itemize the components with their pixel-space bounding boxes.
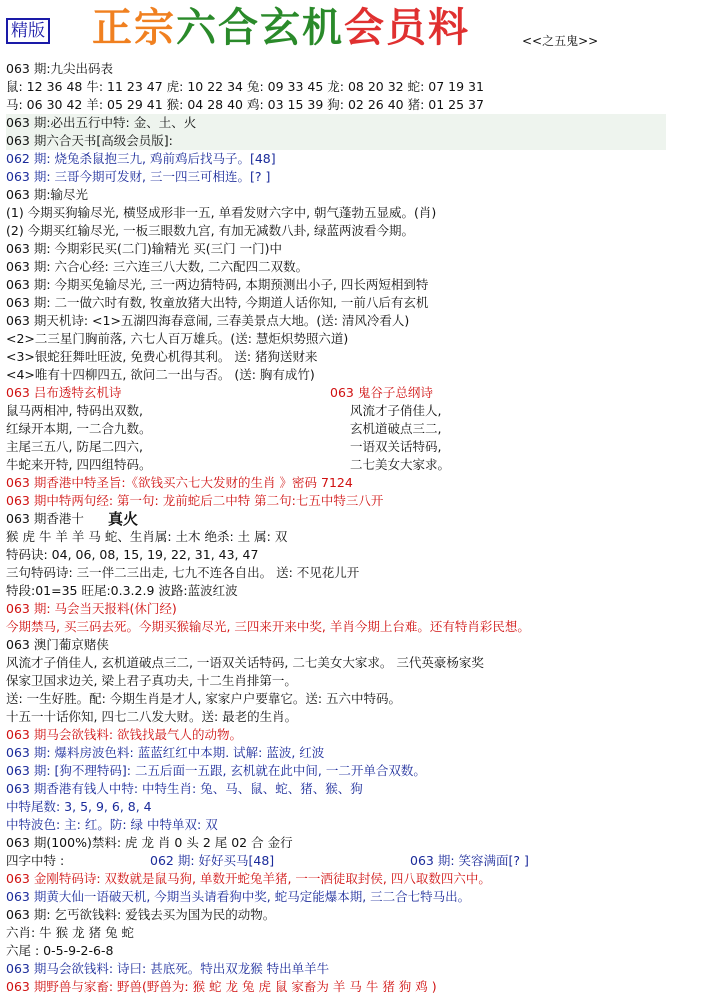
title-char: 正: [92, 4, 134, 51]
page-title: [92, 2, 470, 54]
left-poem-title: 063 吕布透特玄机诗: [6, 385, 122, 400]
overlay-text: 真火: [108, 510, 139, 528]
content-line: 送: 一生好胜。配: 今期生肖是才人, 家家户户要靠它。送: 五六中特码。: [6, 691, 402, 706]
content-line: <3>银蛇狂舞吐旺波, 免费心机得其利。 送: 猪狗送财来: [6, 349, 318, 364]
content-line: 特段:01=35 旺尾:0.3.2.9 波路:蓝波红波: [6, 583, 238, 598]
content-line: 063 期香港有钱人中特: 中特生肖: 兔、马、鼠、蛇、猪、猴、狗: [6, 781, 363, 796]
content-line: 今期禁马, 买三码去死。今期买猴输尽光, 三四来开来中奖, 羊肖今期上台难。还有特肖彩民想。: [6, 619, 530, 634]
content-line: 063 期: 今期彩民买(二门)输精光 买(三门 一门)中: [6, 241, 282, 256]
content-line: 红绿开本期, 一二合九数。: [6, 421, 152, 436]
content-line: 063 期六合天书[高级会员版]:: [6, 132, 666, 150]
content-line: 063 期马会欲钱料: 欲钱找最气人的动物。: [6, 727, 243, 742]
four-char-label: 四字中特 :: [6, 853, 65, 868]
content-line: 牛蛇来开特, 四四组特码。: [6, 457, 152, 472]
content-line: 中特波色: 主: 红。防: 绿 中特单双: 双: [6, 817, 218, 832]
content-line: 063 期:必出五行中特: 金、土、火: [6, 114, 666, 132]
four-char-right: 063 期: 笑容满面[? ]: [410, 853, 529, 868]
content-line: (1) 今期买狗输尽光, 横竖成形非一五, 单看发财六字中, 朝气蓬勃五显威。(肖): [6, 205, 437, 220]
right-poem-line: 二七美女大家求。: [350, 457, 451, 472]
title-char: 合: [218, 4, 260, 51]
content-line: <2>二三星门胸前落, 六七人百万雄兵。(送: 慧炬炽势照六道): [6, 331, 349, 346]
title-char: 玄: [260, 4, 302, 51]
content-line: 063 期:九尖出码表: [6, 61, 114, 76]
content-line: 保家卫国求边关, 梁上君子真功夫, 十二生肖排第一。: [6, 673, 297, 688]
title-char: 员: [386, 4, 428, 51]
right-poem-line: 风流才子俏佳人,: [350, 403, 442, 418]
content-line: 063 期中特两句经: 第一句: 龙前蛇后二中特 第二句:七五中特三八开: [6, 493, 384, 508]
right-poem-line: 一语双关话特码,: [350, 439, 442, 454]
right-poem-title: 063 鬼谷子总纲诗: [330, 385, 433, 400]
content-line: 三句特码诗: 三一伴二三出走, 七九不连各自出。 送: 不见花儿开: [6, 565, 360, 580]
content-line: 063 澳门葡京赌侠: [6, 637, 109, 652]
title-char: 宗: [134, 4, 176, 51]
content-line: 062 期: 烧兔杀鼠抱三九, 鸡前鸡后找马子。[48]: [6, 151, 276, 166]
content-line: 中特尾数: 3, 5, 9, 6, 8, 4: [6, 799, 152, 814]
content-line: 063 金刚特码诗: 双数就是鼠马狗, 单数开蛇兔羊猪, 一一洒徒取封侯, 四八取数四六中。: [6, 871, 491, 886]
content-line: 063 期: 乞丐欲钱料: 爱钱去买为国为民的动物。: [6, 907, 276, 922]
content-line: 063 期: 六合心经: 三六连三八大数, 二六配四二双数。: [6, 259, 309, 274]
content-line: 鼠马两相冲, 特码出双数,: [6, 403, 143, 418]
right-poem-line: 玄机道破点三二,: [350, 421, 442, 436]
content-line: 063 期: [狗不理特码]: 二五后面一五跟, 玄机就在此中间, 一二开单合双数。: [6, 763, 426, 778]
content-line: 063 期: 二一做六时有数, 牧童放猪大出特, 今期道人话你知, 一前八后有玄机: [6, 295, 429, 310]
content-line: 鼠: 12 36 48 牛: 11 23 47 虎: 10 22 34 兔: 09 33 45 龙: 08 20 32 蛇: 07 19 31: [6, 79, 484, 94]
title-char: 料: [428, 4, 470, 51]
content-line: (2) 今期买红输尽光, 一板三眼数九宫, 有加无减数八卦, 绿蓝两波看今期。: [6, 223, 415, 238]
content-line: 063 期:输尽光: [6, 187, 89, 202]
title-char: 会: [344, 4, 386, 51]
content-line: 063 期: 马会当天报料(休门经): [6, 601, 177, 616]
page-subtitle: <<之五鬼>>: [522, 34, 599, 48]
content-line: 六尾 : 0-5-9-2-6-8: [6, 943, 114, 958]
content-line: 063 期: 今期买兔输尽光, 三一两边猜特码, 本期预测出小子, 四长两短相到特: [6, 277, 429, 292]
content-line: 063 期马会欲钱料: 诗曰: 甚底死。特出双龙猴 特出单羊牛: [6, 961, 330, 976]
content-line: 十五一十话你知, 四七二八发大财。送: 最老的生肖。: [6, 709, 298, 724]
title-char: 六: [176, 4, 218, 51]
title-char: 机: [302, 4, 344, 51]
content-line: 063 期野兽与家畜: 野兽(野兽为: 猴 蛇 龙 兔 虎 鼠 家畜为 羊 马 牛 猪 狗 鸡 ): [6, 979, 437, 994]
content-line: 特码诀: 04, 06, 08, 15, 19, 22, 31, 43, 47: [6, 547, 259, 562]
content-line: 063 期: 三哥今期可发财, 三一四三可相连。[? ]: [6, 169, 271, 184]
content-line: 猴 虎 牛 羊 羊 马 蛇、生肖属: 土木 绝杀: 土 属: 双: [6, 529, 288, 544]
edition-badge: 精版: [6, 18, 50, 44]
content-line: 六肖: 牛 猴 龙 猪 兔 蛇: [6, 925, 135, 940]
page-header: [0, 0, 713, 60]
content-line: 063 期香港十: [6, 511, 84, 526]
content-line: 063 期: 爆料房波色料: 蓝蓝红红中本期. 试解: 蓝波, 红波: [6, 745, 325, 760]
content-line: 063 期香港中特圣旨:《欲钱买六七大发财的生肖 》密码 7124: [6, 475, 353, 490]
content-line: 马: 06 30 42 羊: 05 29 41 猴: 04 28 40 鸡: 03 15 39 狗: 02 26 40 猪: 01 25 37: [6, 97, 484, 112]
content-line: 063 期黄大仙一语破天机, 今期当头请看狗中奖, 蛇马定能爆本期, 三二合七特马出。: [6, 889, 471, 904]
content-line: 风流才子俏佳人, 玄机道破点三二, 一语双关话特码, 二七美女大家求。 三代英豪杨家奖: [6, 655, 484, 670]
content-line: 063 期天机诗: <1>五湖四海春意闹, 三春美景点大地。(送: 清风冷看人): [6, 313, 410, 328]
content-line: <4>唯有十四柳四五, 欲问二一出与否。 (送: 胸有成竹): [6, 367, 315, 382]
content-line: 主尾三五八, 防尾二四六,: [6, 439, 143, 454]
content-line: 063 期(100%)禁料: 虎 龙 肖 0 头 2 尾 02 合 金行: [6, 835, 293, 850]
four-char-mid: 062 期: 好好买马[48]: [150, 853, 275, 868]
